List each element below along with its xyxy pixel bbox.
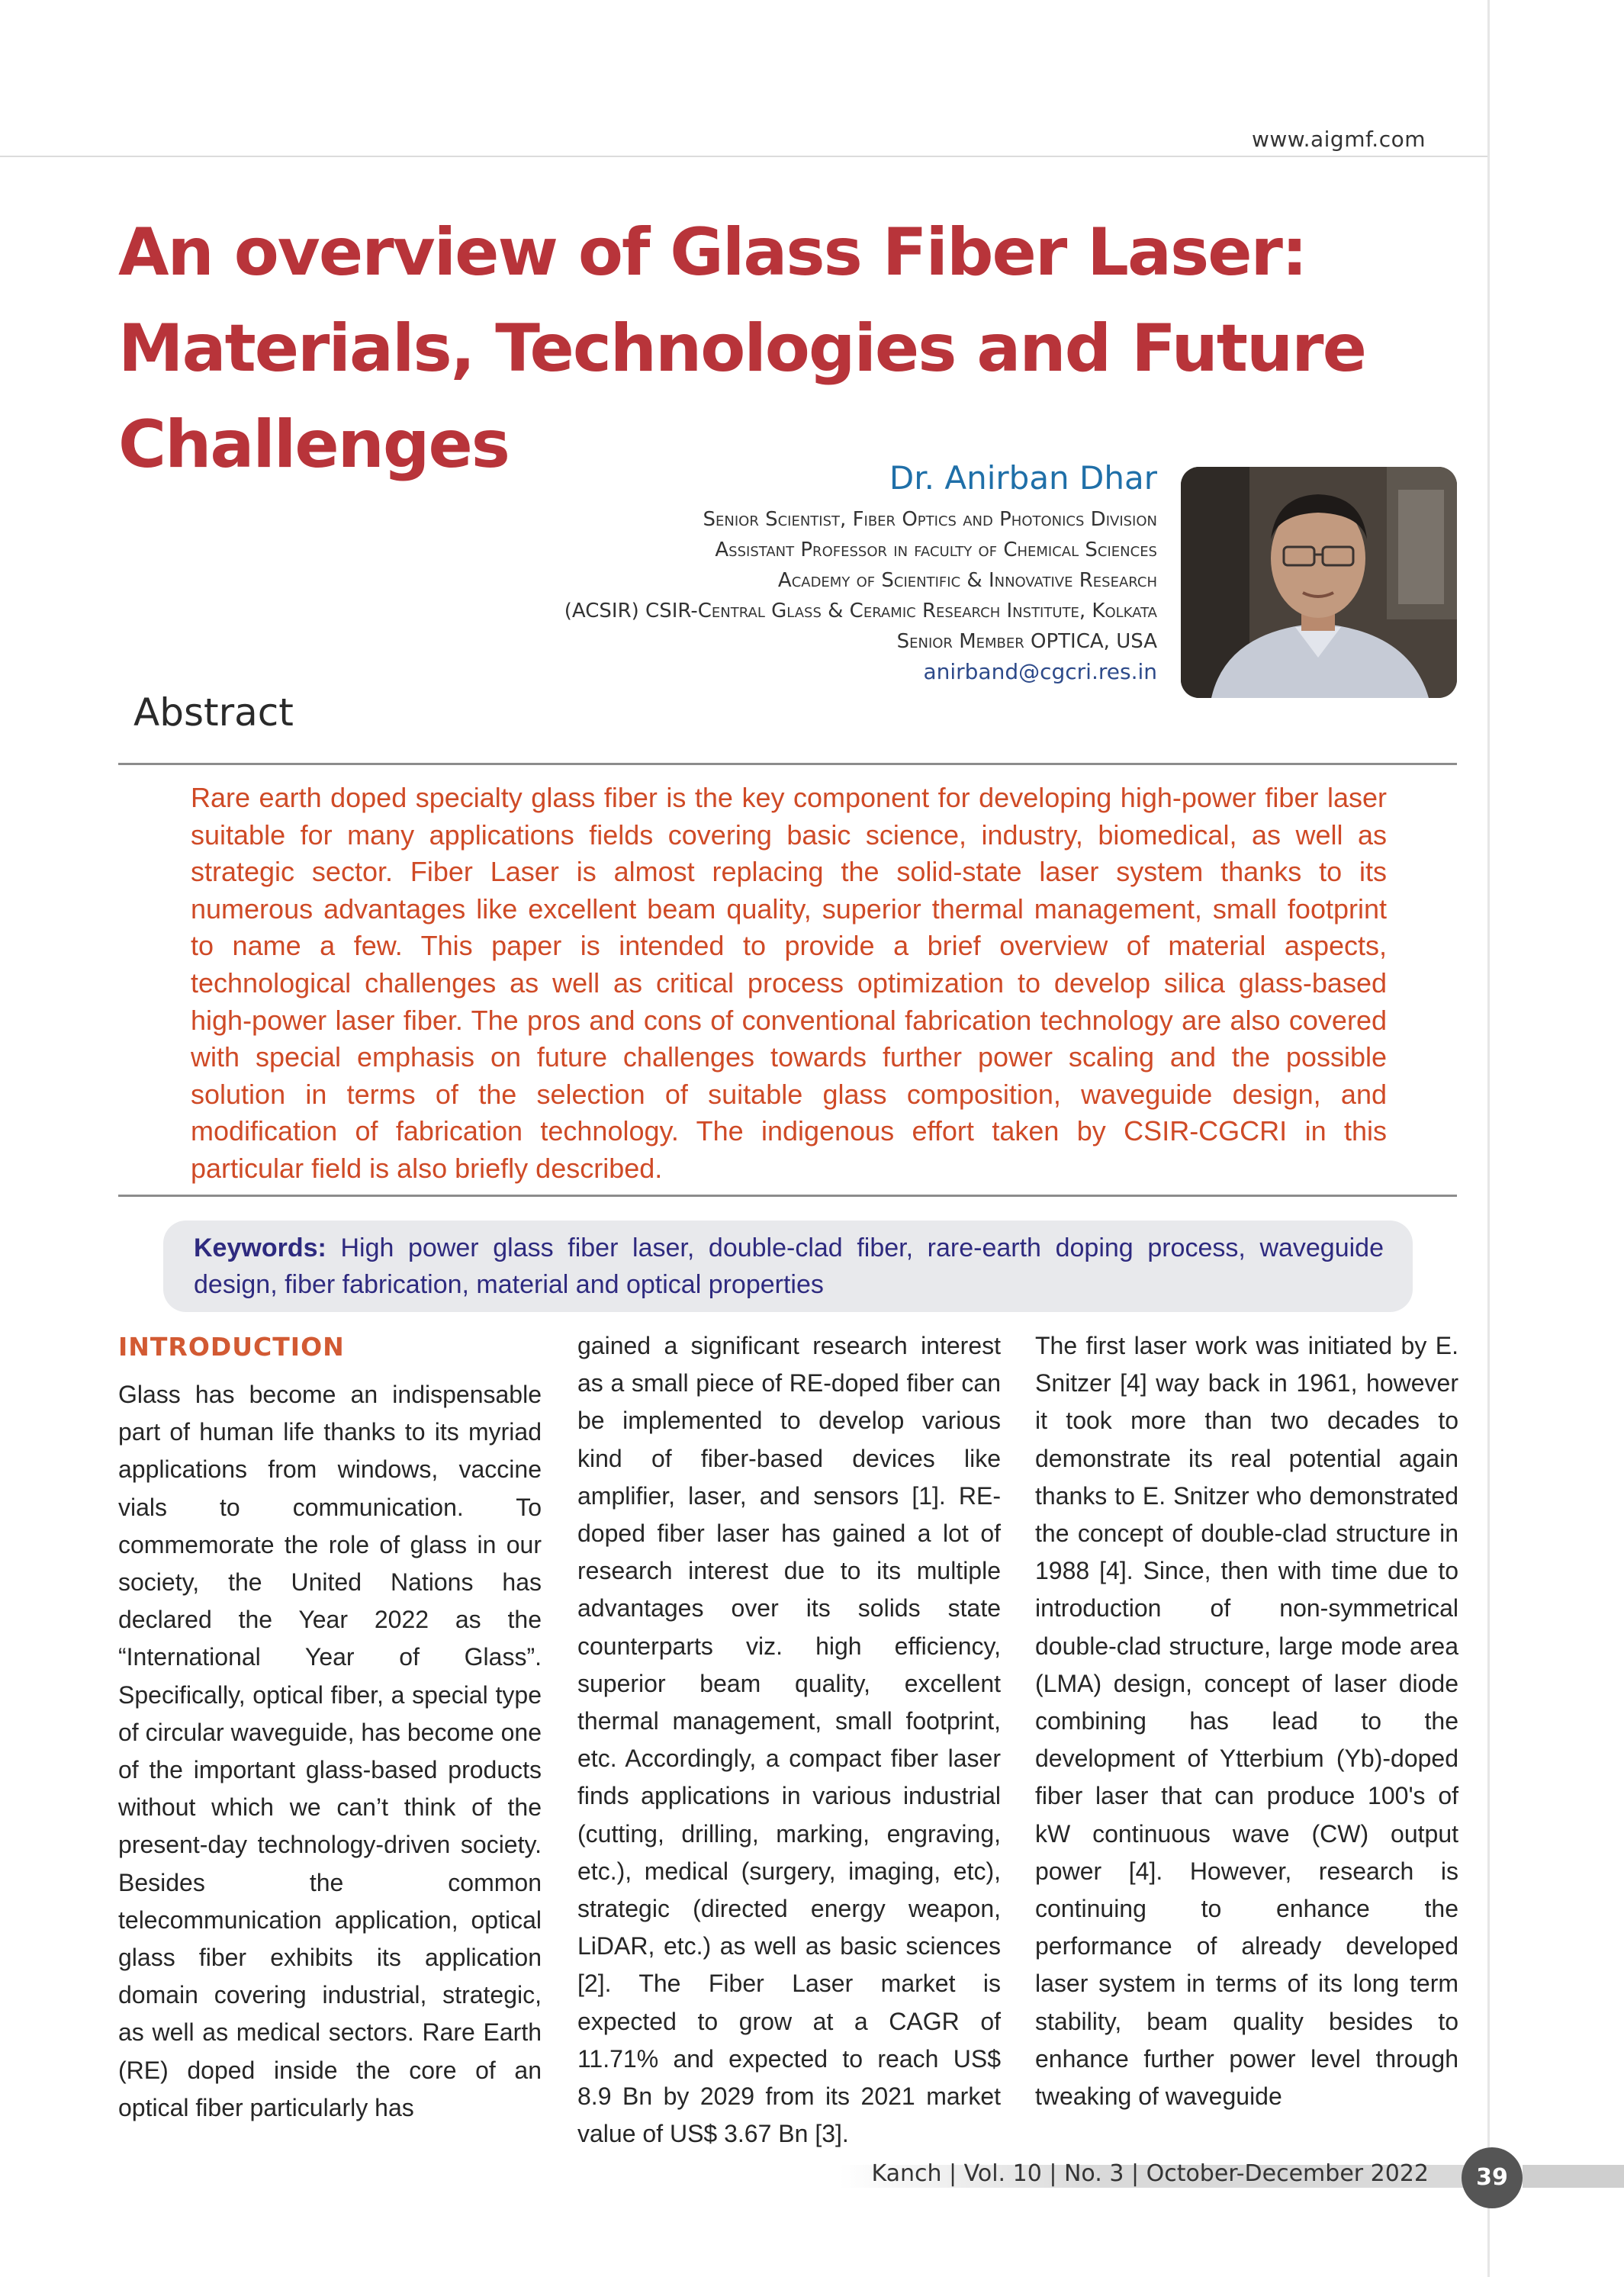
affiliation-line: Senior Scientist, Fiber Optics and Photonics Division bbox=[703, 508, 1157, 531]
abstract-bottom-rule bbox=[118, 1195, 1457, 1197]
right-margin-rule bbox=[1487, 0, 1490, 2277]
site-url[interactable]: www.aigmf.com bbox=[1251, 127, 1426, 152]
affiliation-line: (ACSIR) CSIR-Central Glass & Ceramic Research Institute, Kolkata bbox=[564, 600, 1157, 622]
header-rule bbox=[0, 156, 1487, 157]
journal-citation: Kanch | Vol. 10 | No. 3 | October-December 2022 bbox=[871, 2160, 1429, 2187]
affiliation-line: Senior Member OPTICA, USA bbox=[896, 630, 1157, 653]
body-column-3: The first laser work was initiated by E. Snitzer [4] way back in 1961, however it took more than two decades to demonstrate its real potential again thanks to E. Snitzer who demonstrated the concept of double-clad structure in 1988 [4]. Since, then with time due to introduction of non-symmetrical double-clad structure, large mode area (LMA) design, concept of laser diode combining has lead to the development of Ytterbium (Yb)-doped fiber laser that can produce 100's of kW continuous wave (CW) output power [4]. However, research is continuing to enhance the performance of already developed laser system in terms of its long term stability, beam quality besides to enhance further power level through tweaking of waveguide bbox=[1035, 1332, 1458, 2111]
footer-bar-tail bbox=[1523, 2165, 1624, 2188]
author-portrait-graphic bbox=[1181, 467, 1457, 698]
keywords-box bbox=[163, 1221, 1413, 1312]
author-block bbox=[564, 459, 1157, 687]
author-name: Dr. Anirban Dhar bbox=[889, 459, 1157, 497]
author-email[interactable]: anirband@cgcri.res.in bbox=[923, 659, 1157, 684]
keywords-text: High power glass fiber laser, double-clad fiber, rare-earth doping process, waveguide design, fiber fabrication, material and optical properties bbox=[194, 1233, 1384, 1299]
title-line: Materials, Technologies and Future bbox=[118, 310, 1365, 387]
article-title bbox=[118, 204, 1365, 493]
affiliation-line: Assistant Professor in faculty of Chemical Sciences bbox=[715, 539, 1157, 561]
body-column-1 bbox=[118, 1327, 542, 2127]
abstract-text: Rare earth doped specialty glass fiber is the key component for developing high-power fiber laser suitable for many applications fields covering basic science, industry, biomedical, as well as strategic sector. Fiber Laser is almost replacing the solid-state laser system thanks to its numerous advantages like excellent beam quality, superior thermal management, small footprint to name a few. This paper is intended to provide a brief overview of material aspects, technological challenges as well as critical process optimization to develop silica glass-based high-power laser fiber. The pros and cons of conventional fabrication technology are also covered with special emphasis on future challenges towards further power scaling and the possible solution in terms of the selection of suitable glass composition, waveguide design, and modification of fabrication technology. The indigenous effort taken by CSIR-CGCRI in this particular field is also briefly described. bbox=[191, 782, 1387, 1184]
title-line: An overview of Glass Fiber Laser: bbox=[118, 214, 1307, 291]
title-line: Challenges bbox=[118, 407, 509, 483]
author-photo bbox=[1181, 467, 1457, 698]
page-number: 39 bbox=[1462, 2147, 1523, 2208]
abstract-top-rule bbox=[118, 763, 1457, 765]
body-column-2: gained a significant research interest as a small piece of RE-doped fiber can be implemented to develop various kind of fiber-based devices like amplifier, laser, and sensors [1]. RE-doped fiber laser has gained a lot of research interest due to its multiple advantages over its solids state counterparts viz. high efficiency, superior beam quality, excellent thermal management, small footprint, etc. Accordingly, a compact fiber laser finds applications in various industrial (cutting, drilling, marking, engraving, etc.), medical (surgery, imaging, etc), strategic (directed energy weapon, LiDAR, etc.) as well as basic sciences [2]. The Fiber Laser market is expected to grow at a CAGR of 11.71% and expected to reach US$ 8.9 Bn by 2029 from its 2021 market value of US$ 3.67 Bn [3]. bbox=[577, 1332, 1001, 2148]
affiliation-line: Academy of Scientific & Innovative Research bbox=[777, 569, 1157, 592]
column-1-text: Glass has become an indispensable part of human life thanks to its myriad applications from windows, vaccine vials to communication. To commemorate the role of glass in our society, the United Nations has declared the Year 2022 as the “International Year of Glass”. Specifically, optical fiber, a special type of circular waveguide, has become one of the important glass-based products without which we can’t think of the present-day technology-driven society. Besides the common telecommunication application, optical glass fiber exhibits its application domain covering industrial, strategic, as well as medical sectors. Rare Earth (RE) doped inside the core of an optical fiber particularly has bbox=[118, 1381, 542, 2121]
keywords-label: Keywords: bbox=[194, 1233, 326, 1262]
abstract-heading: Abstract bbox=[133, 690, 294, 735]
introduction-heading: INTRODUCTION bbox=[118, 1332, 345, 1362]
